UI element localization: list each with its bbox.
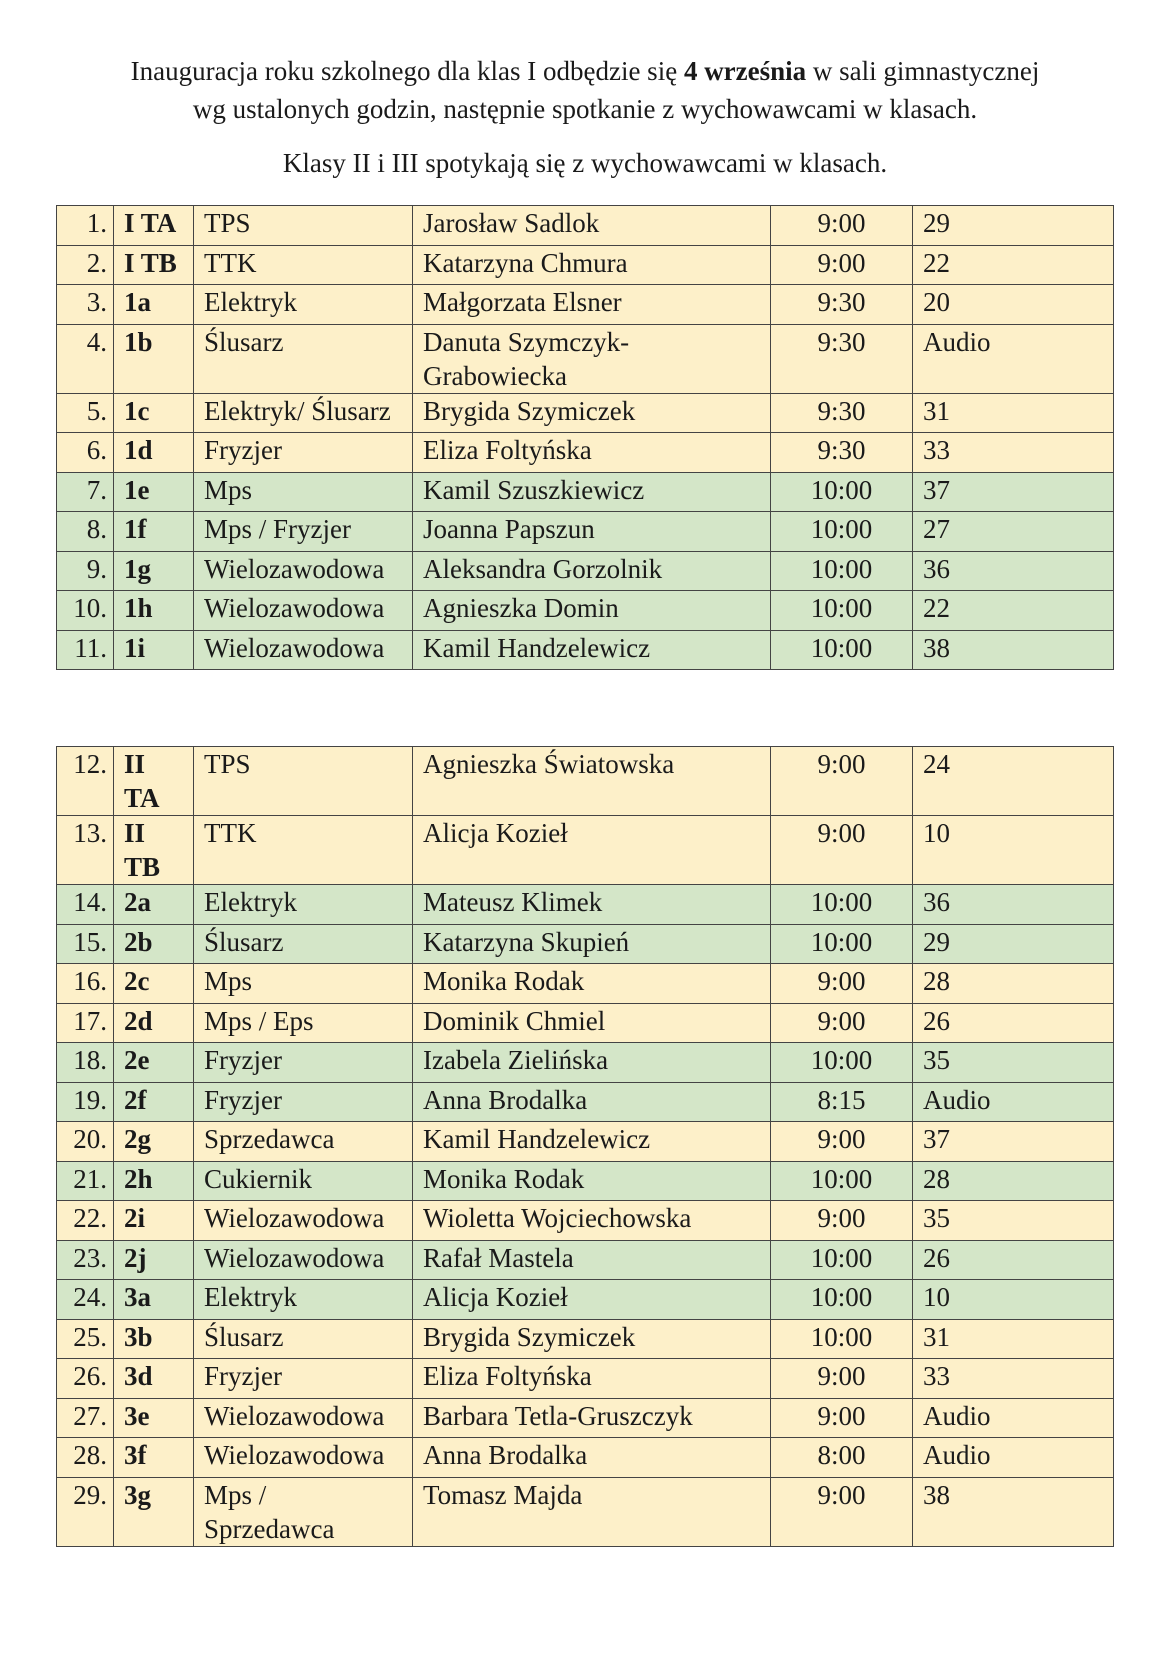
start-time: 10:00 xyxy=(771,472,913,512)
profession: Ślusarz xyxy=(194,924,413,964)
room: 24 xyxy=(913,747,1114,816)
room: 37 xyxy=(913,472,1114,512)
room: Audio xyxy=(913,1398,1114,1438)
profession: Wielozawodowa xyxy=(194,1438,413,1478)
table-row xyxy=(57,1201,1114,1241)
class-code: 3e xyxy=(114,1398,194,1438)
row-number: 27. xyxy=(57,1398,114,1438)
table-row xyxy=(57,472,1114,512)
profession: Fryzjer xyxy=(194,1082,413,1122)
row-number: 28. xyxy=(57,1438,114,1478)
table-row xyxy=(57,433,1114,473)
teacher-name: Anna Brodalka xyxy=(413,1082,771,1122)
room: Audio xyxy=(913,1082,1114,1122)
start-time: 9:00 xyxy=(771,1398,913,1438)
room: 26 xyxy=(913,1240,1114,1280)
intro-line-3: Klasy II i III spotykają się z wychowawcami w klasach. xyxy=(282,148,888,178)
profession: Mps xyxy=(194,472,413,512)
row-number: 26. xyxy=(57,1359,114,1399)
row-number: 5. xyxy=(57,393,114,433)
profession: Elektryk xyxy=(194,285,413,325)
start-time: 10:00 xyxy=(771,1319,913,1359)
room: 33 xyxy=(913,433,1114,473)
profession: Wielozawodowa xyxy=(194,1201,413,1241)
class-code: 1h xyxy=(114,591,194,631)
teacher-name: Danuta Szymczyk-Grabowiecka xyxy=(413,324,771,393)
room: Audio xyxy=(913,324,1114,393)
profession: Ślusarz xyxy=(194,324,413,393)
profession: TPS xyxy=(194,206,413,246)
room: 20 xyxy=(913,285,1114,325)
intro-line-1-start: Inauguracja roku szkolnego dla klas I odbędzie się xyxy=(130,56,684,86)
schedule-table-first-year xyxy=(56,205,1114,670)
table-row xyxy=(57,1043,1114,1083)
start-time: 8:15 xyxy=(771,1082,913,1122)
teacher-name: Rafał Mastela xyxy=(413,1240,771,1280)
start-time: 9:00 xyxy=(771,206,913,246)
start-time: 10:00 xyxy=(771,885,913,925)
row-number: 13. xyxy=(57,816,114,885)
table-row xyxy=(57,1359,1114,1399)
class-code: 1b xyxy=(114,324,194,393)
teacher-name: Kamil Handzelewicz xyxy=(413,1122,771,1162)
class-code: 3a xyxy=(114,1280,194,1320)
class-code: 1f xyxy=(114,512,194,552)
class-code: 2c xyxy=(114,964,194,1004)
row-number: 21. xyxy=(57,1161,114,1201)
teacher-name: Agnieszka Światowska xyxy=(413,747,771,816)
profession: Mps / Eps xyxy=(194,1003,413,1043)
start-time: 9:00 xyxy=(771,964,913,1004)
room: 35 xyxy=(913,1201,1114,1241)
room: 31 xyxy=(913,1319,1114,1359)
class-code: I TA xyxy=(114,206,194,246)
table-row xyxy=(57,885,1114,925)
row-number: 9. xyxy=(57,551,114,591)
teacher-name: Eliza Foltyńska xyxy=(413,1359,771,1399)
table-row xyxy=(57,1319,1114,1359)
row-number: 1. xyxy=(57,206,114,246)
row-number: 19. xyxy=(57,1082,114,1122)
class-code: II TB xyxy=(114,816,194,885)
table-row xyxy=(57,816,1114,885)
teacher-name: Małgorzata Elsner xyxy=(413,285,771,325)
teacher-name: Monika Rodak xyxy=(413,1161,771,1201)
room: 38 xyxy=(913,630,1114,670)
teacher-name: Monika Rodak xyxy=(413,964,771,1004)
profession: Wielozawodowa xyxy=(194,1398,413,1438)
row-number: 10. xyxy=(57,591,114,631)
table-row xyxy=(57,324,1114,393)
start-time: 9:00 xyxy=(771,747,913,816)
table-row xyxy=(57,1003,1114,1043)
table-row xyxy=(57,551,1114,591)
room: Audio xyxy=(913,1438,1114,1478)
teacher-name: Izabela Zielińska xyxy=(413,1043,771,1083)
start-time: 10:00 xyxy=(771,512,913,552)
start-time: 9:30 xyxy=(771,393,913,433)
room: 37 xyxy=(913,1122,1114,1162)
table-row xyxy=(57,1398,1114,1438)
teacher-name: Kamil Handzelewicz xyxy=(413,630,771,670)
table-row xyxy=(57,964,1114,1004)
start-time: 10:00 xyxy=(771,1043,913,1083)
table-row xyxy=(57,1280,1114,1320)
table-row xyxy=(57,1477,1114,1546)
teacher-name: Mateusz Klimek xyxy=(413,885,771,925)
class-code: 1a xyxy=(114,285,194,325)
teacher-name: Kamil Szuszkiewicz xyxy=(413,472,771,512)
row-number: 7. xyxy=(57,472,114,512)
schedule-table-upper-years xyxy=(56,746,1114,1547)
teacher-name: Dominik Chmiel xyxy=(413,1003,771,1043)
row-number: 22. xyxy=(57,1201,114,1241)
profession: Wielozawodowa xyxy=(194,1240,413,1280)
teacher-name: Brygida Szymiczek xyxy=(413,1319,771,1359)
teacher-name: Barbara Tetla-Gruszczyk xyxy=(413,1398,771,1438)
class-code: 3b xyxy=(114,1319,194,1359)
row-number: 25. xyxy=(57,1319,114,1359)
class-code: 2a xyxy=(114,885,194,925)
start-time: 8:00 xyxy=(771,1438,913,1478)
class-code: 2e xyxy=(114,1043,194,1083)
start-time: 9:30 xyxy=(771,324,913,393)
table-row xyxy=(57,206,1114,246)
room: 22 xyxy=(913,245,1114,285)
start-time: 9:00 xyxy=(771,1201,913,1241)
row-number: 3. xyxy=(57,285,114,325)
profession: Mps / Fryzjer xyxy=(194,512,413,552)
class-code: 2i xyxy=(114,1201,194,1241)
room: 10 xyxy=(913,1280,1114,1320)
class-code: 3g xyxy=(114,1477,194,1546)
profession: Fryzjer xyxy=(194,433,413,473)
table-row xyxy=(57,1082,1114,1122)
teacher-name: Katarzyna Skupień xyxy=(413,924,771,964)
teacher-name: Wioletta Wojciechowska xyxy=(413,1201,771,1241)
row-number: 6. xyxy=(57,433,114,473)
room: 33 xyxy=(913,1359,1114,1399)
profession: Sprzedawca xyxy=(194,1122,413,1162)
teacher-name: Alicja Kozieł xyxy=(413,816,771,885)
start-time: 10:00 xyxy=(771,1240,913,1280)
profession: TTK xyxy=(194,816,413,885)
table-row xyxy=(57,1438,1114,1478)
table-row xyxy=(57,1122,1114,1162)
class-code: II TA xyxy=(114,747,194,816)
teacher-name: Alicja Kozieł xyxy=(413,1280,771,1320)
row-number: 17. xyxy=(57,1003,114,1043)
row-number: 12. xyxy=(57,747,114,816)
start-time: 10:00 xyxy=(771,551,913,591)
room: 31 xyxy=(913,393,1114,433)
profession: Elektryk xyxy=(194,885,413,925)
row-number: 24. xyxy=(57,1280,114,1320)
intro-text xyxy=(40,52,1130,182)
start-time: 10:00 xyxy=(771,924,913,964)
row-number: 2. xyxy=(57,245,114,285)
table-row xyxy=(57,393,1114,433)
start-time: 10:00 xyxy=(771,1161,913,1201)
class-code: 2g xyxy=(114,1122,194,1162)
row-number: 8. xyxy=(57,512,114,552)
profession: Wielozawodowa xyxy=(194,551,413,591)
teacher-name: Jarosław Sadlok xyxy=(413,206,771,246)
profession: Cukiernik xyxy=(194,1161,413,1201)
room: 10 xyxy=(913,816,1114,885)
intro-line-2: wg ustalonych godzin, następnie spotkanie z wychowawcami w klasach. xyxy=(192,94,978,124)
class-code: 1e xyxy=(114,472,194,512)
profession: Fryzjer xyxy=(194,1359,413,1399)
row-number: 4. xyxy=(57,324,114,393)
room: 22 xyxy=(913,591,1114,631)
room: 28 xyxy=(913,964,1114,1004)
room: 36 xyxy=(913,885,1114,925)
teacher-name: Aleksandra Gorzolnik xyxy=(413,551,771,591)
profession: Wielozawodowa xyxy=(194,591,413,631)
room: 29 xyxy=(913,924,1114,964)
table-row xyxy=(57,1161,1114,1201)
teacher-name: Joanna Papszun xyxy=(413,512,771,552)
table-row xyxy=(57,285,1114,325)
profession: Ślusarz xyxy=(194,1319,413,1359)
row-number: 20. xyxy=(57,1122,114,1162)
class-code: 2j xyxy=(114,1240,194,1280)
table-row xyxy=(57,924,1114,964)
start-time: 10:00 xyxy=(771,630,913,670)
start-time: 9:00 xyxy=(771,1477,913,1546)
table-row xyxy=(57,591,1114,631)
class-code: 2b xyxy=(114,924,194,964)
room: 29 xyxy=(913,206,1114,246)
profession: Mps / Sprzedawca xyxy=(194,1477,413,1546)
start-time: 9:30 xyxy=(771,285,913,325)
room: 38 xyxy=(913,1477,1114,1546)
profession: Elektryk/ Ślusarz xyxy=(194,393,413,433)
room: 27 xyxy=(913,512,1114,552)
class-code: 1g xyxy=(114,551,194,591)
class-code: 1c xyxy=(114,393,194,433)
class-code: 2d xyxy=(114,1003,194,1043)
teacher-name: Brygida Szymiczek xyxy=(413,393,771,433)
room: 28 xyxy=(913,1161,1114,1201)
row-number: 15. xyxy=(57,924,114,964)
intro-line-1-end: w sali gimnastycznej xyxy=(806,56,1040,86)
row-number: 23. xyxy=(57,1240,114,1280)
start-time: 9:00 xyxy=(771,245,913,285)
table-row xyxy=(57,512,1114,552)
start-time: 9:00 xyxy=(771,1003,913,1043)
profession: Elektryk xyxy=(194,1280,413,1320)
table-row xyxy=(57,630,1114,670)
start-time: 9:00 xyxy=(771,1359,913,1399)
row-number: 14. xyxy=(57,885,114,925)
teacher-name: Katarzyna Chmura xyxy=(413,245,771,285)
intro-date: 4 września xyxy=(683,56,807,86)
profession: TTK xyxy=(194,245,413,285)
room: 35 xyxy=(913,1043,1114,1083)
table-row xyxy=(57,1240,1114,1280)
class-code: 2f xyxy=(114,1082,194,1122)
start-time: 9:30 xyxy=(771,433,913,473)
start-time: 9:00 xyxy=(771,816,913,885)
start-time: 9:00 xyxy=(771,1122,913,1162)
row-number: 11. xyxy=(57,630,114,670)
row-number: 18. xyxy=(57,1043,114,1083)
intro-line-1 xyxy=(40,52,1130,90)
row-number: 29. xyxy=(57,1477,114,1546)
class-code: 1i xyxy=(114,630,194,670)
class-code: I TB xyxy=(114,245,194,285)
class-code: 3f xyxy=(114,1438,194,1478)
profession: Wielozawodowa xyxy=(194,630,413,670)
class-code: 2h xyxy=(114,1161,194,1201)
profession: TPS xyxy=(194,747,413,816)
class-code: 1d xyxy=(114,433,194,473)
room: 36 xyxy=(913,551,1114,591)
teacher-name: Agnieszka Domin xyxy=(413,591,771,631)
start-time: 10:00 xyxy=(771,1280,913,1320)
teacher-name: Tomasz Majda xyxy=(413,1477,771,1546)
class-code: 3d xyxy=(114,1359,194,1399)
room: 26 xyxy=(913,1003,1114,1043)
table-row xyxy=(57,245,1114,285)
teacher-name: Anna Brodalka xyxy=(413,1438,771,1478)
profession: Mps xyxy=(194,964,413,1004)
teacher-name: Eliza Foltyńska xyxy=(413,433,771,473)
row-number: 16. xyxy=(57,964,114,1004)
table-row xyxy=(57,747,1114,816)
start-time: 10:00 xyxy=(771,591,913,631)
profession: Fryzjer xyxy=(194,1043,413,1083)
